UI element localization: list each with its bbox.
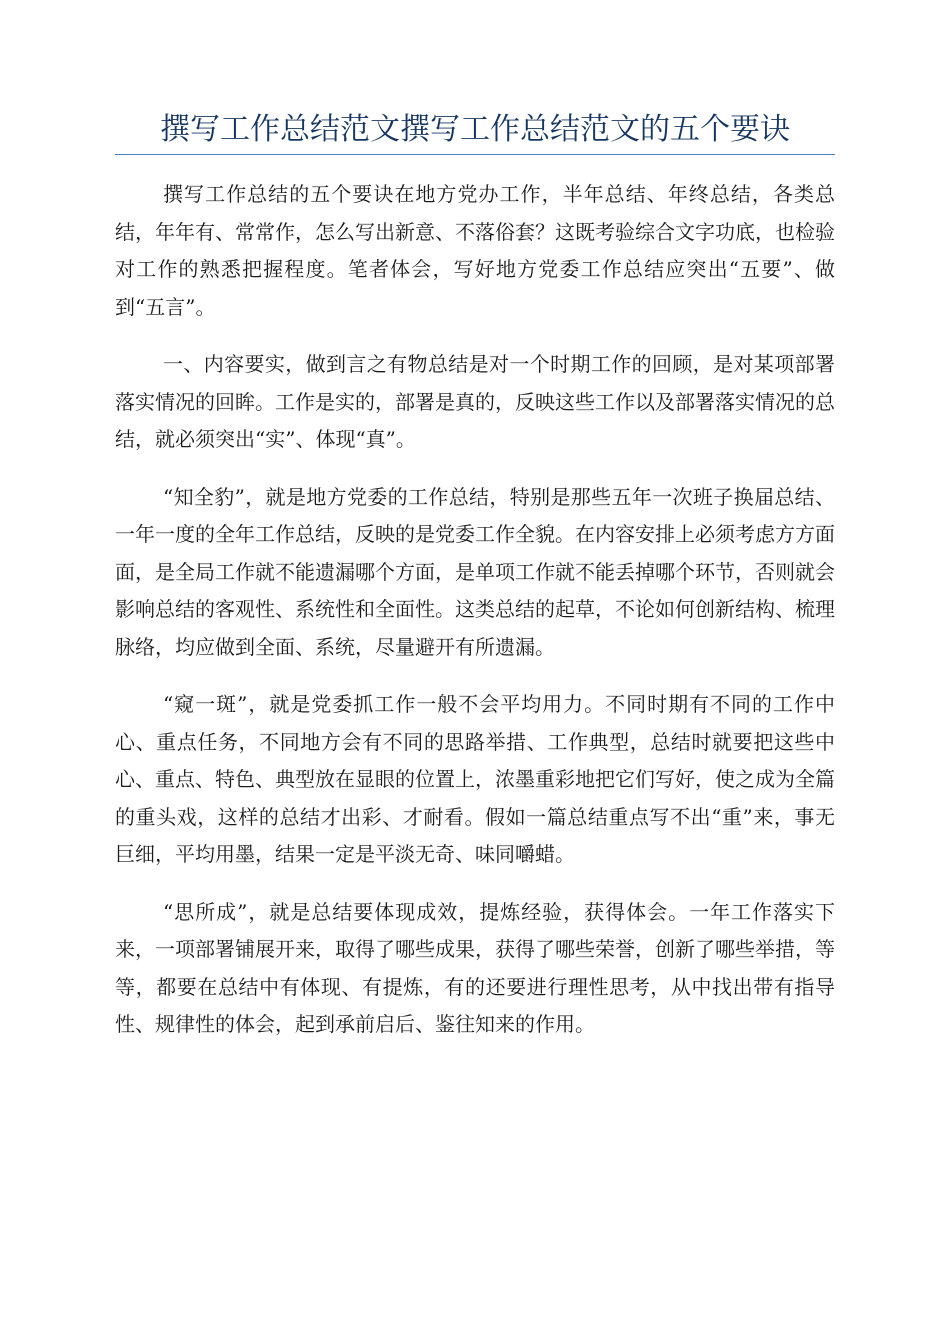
paragraph-kui-yi-ban: “窥一斑”，就是党委抓工作一般不会平均用力。不同时期有不同的工作中心、重点任务，不同地方会有不同的思路举措、工作典型，总结时就要把这些中心、重点、特色、典型放在显眼的位置上，浓墨重彩地把它们写好，使之成为全篇的重头戏，这样的总结才出彩、才耐看。假如一篇总结重点写不出“重”来，事无巨细，平均用墨，结果一定是平淡无奇、味同嚼蜡。 — [115, 692, 835, 866]
document-title: 撰写工作总结范文撰写工作总结范文的五个要诀 — [160, 112, 790, 147]
paragraph-section-one: 一、内容要实，做到言之有物总结是对一个时期工作的回顾，是对某项部署落实情况的回眸。工作是实的，部署是真的，反映这些工作以及部署落实情况的总结，就必须突出“实”、体现“真”。 — [115, 352, 835, 451]
paragraph-si-suo-cheng: “思所成”，就是总结要体现成效，提炼经验，获得体会。一年工作落实下来，一项部署铺展开来，取得了哪些成果，获得了哪些荣誉，创新了哪些举措，等等，都要在总结中有体现、有提炼，有的还要进行理性思考，从中找出带有指导性、规律性的体会，起到承前启后、鉴往知来的作用。 — [115, 899, 835, 1036]
document-body — [115, 176, 835, 1064]
paragraph-zhi-quan-bao: “知全豹”，就是地方党委的工作总结，特别是那些五年一次班子换届总结、一年一度的全年工作总结，反映的是党委工作全貌。在内容安排上必须考虑方方面面，是全局工作就不能遗漏哪个方面，是单项工作就不能丢掉哪个环节，否则就会影响总结的客观性、系统性和全面性。这类总结的起草，不论如何创新结构、梳理脉络，均应做到全面、系统，尽量避开有所遗漏。 — [115, 484, 835, 659]
paragraph-intro: 撰写工作总结的五个要诀在地方党办工作，半年总结、年终总结，各类总结，年年有、常常作，怎么写出新意、不落俗套？这既考验综合文字功底，也检验对工作的熟悉把握程度。笔者体会，写好地方党委工作总结应突出“五要”、做到“五言”。 — [115, 182, 835, 319]
title-block — [115, 112, 835, 155]
